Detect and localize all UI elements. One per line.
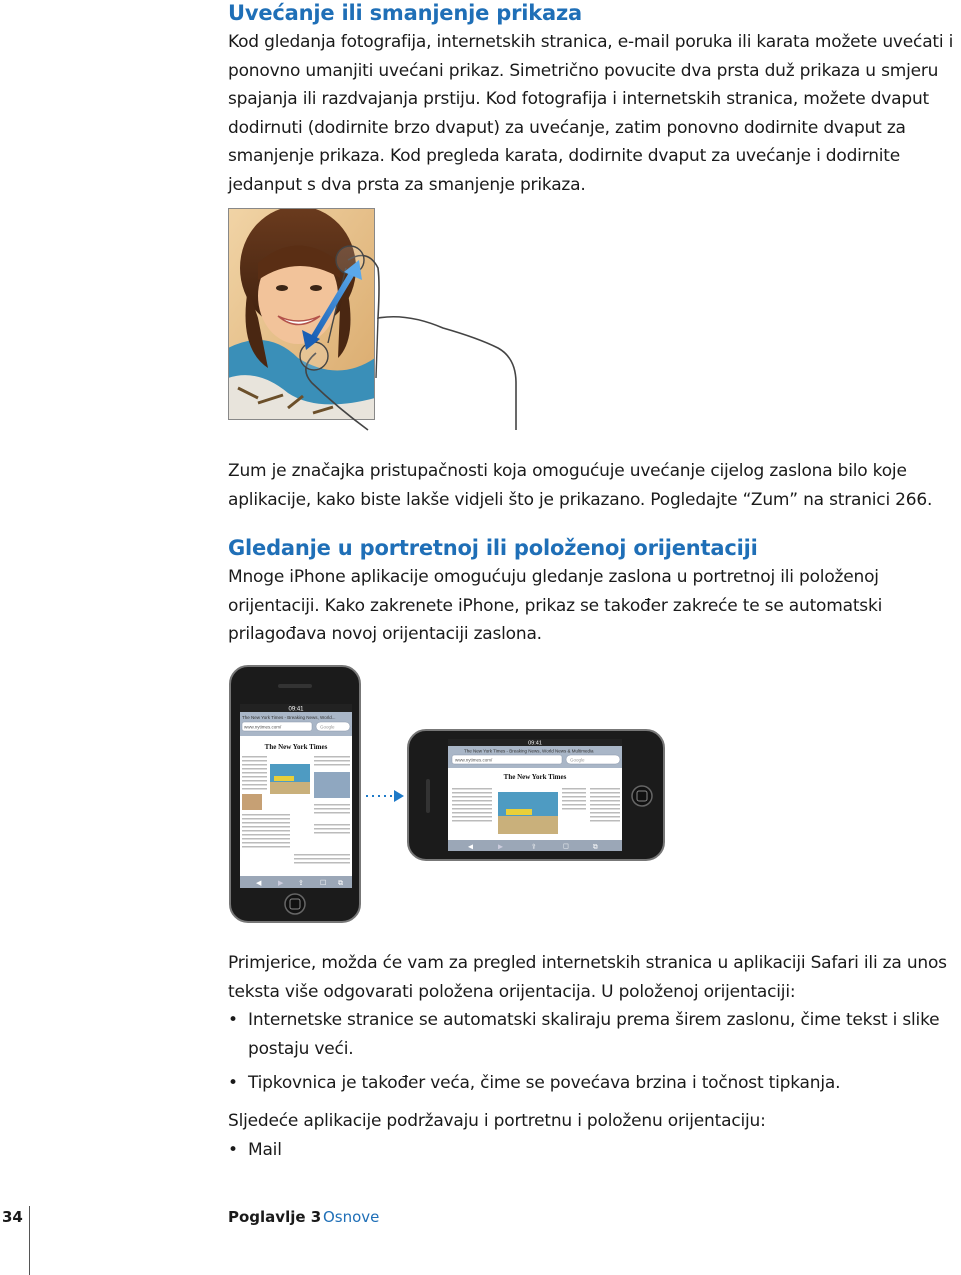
pinch-zoom-illustration (228, 208, 528, 436)
svg-text:⇪: ⇪ (531, 843, 537, 851)
zoom-paragraph: Kod gledanja fotografija, internetskih stranica, e-mail poruka ili karata možete uvećati i ponovno umanjiti uvećani prikaz. Simetrično povucite dva prsta duž prikaza u smjeru spajanja ili razdvajanja prstiju. Kod fotografija i internetskih stranica, možete dvaput dodirnuti (dodirnite brzo dvaput) za uvećanje, zatim ponovno dodirnite dvaput za smanjenje prikaza. Kod pregleda karata, dodirnite dvaput za uvećanje i dodirnite jedanput s dva prsta za smanjenje prikaza. (228, 32, 954, 195)
landscape-url: www.nytimes.com/ (455, 757, 493, 763)
landscape-masthead: The New York Times (503, 773, 567, 781)
landscape-benefits-list (228, 1006, 961, 1098)
svg-text:☐: ☐ (320, 880, 327, 887)
supported-apps-list (228, 1136, 961, 1165)
rotation-arrow-icon (366, 790, 404, 802)
landscape-search: Google (570, 757, 585, 763)
footer-section-link[interactable]: Osnove (323, 1208, 380, 1226)
portrait-masthead: The New York Times (264, 743, 328, 751)
svg-text:⇪: ⇪ (298, 880, 304, 887)
orientation-illustration (228, 664, 668, 926)
page-number: 34 (2, 1208, 23, 1226)
list-item: • Tipkovnica je također veća, čime se povećava brzina i točnost tipkanja. (228, 1073, 841, 1093)
footer-divider (29, 1206, 30, 1275)
orientation-paragraph: Mnoge iPhone aplikacije omogućuju gledanje zaslona u portretnoj ili položenoj orijentaciji. Kako zakrenete iPhone, prikaz se također zakreće te se automatski prilagođava novoj orijentaciji zaslona. (228, 567, 883, 644)
portrait-photo (228, 208, 375, 420)
list-item: • Internetske stranice se automatski skaliraju prema širem zaslonu, čime tekst i slike postaju veći. (228, 1010, 940, 1059)
landscape-page-title: The New York Times - Breaking News, World News & Multimedia (464, 748, 594, 754)
svg-text:☐: ☐ (563, 843, 569, 851)
portrait-page-title: The New York Times - Breaking News, World... (242, 715, 336, 720)
svg-text:⧉: ⧉ (593, 843, 598, 851)
list-item: • Mail (228, 1140, 282, 1160)
landscape-example-paragraph: Primjerice, možda će vam za pregled internetskih stranica u aplikaciji Safari ili za unos teksta više odgovarati položena orijentacija. U položenoj orijentaciji: (228, 953, 947, 1002)
zoom-accessibility-note: Zum je značajka pristupačnosti koja omogućuje uvećanje cijelog zaslona bilo koje aplikacije, kako biste lakše vidjeli što je prikazano. Pogledajte “Zum” na stranici 266. (228, 461, 933, 510)
svg-text:◀: ◀ (468, 843, 473, 851)
supported-apps-intro: Sljedeće aplikacije podržavaju i portretnu i položenu orijentaciju: (228, 1111, 766, 1131)
landscape-status-time: 09:41 (528, 740, 542, 747)
footer-chapter: Poglavlje 3 (228, 1208, 322, 1226)
svg-text:⧉: ⧉ (338, 880, 343, 887)
svg-text:◀: ◀ (256, 880, 262, 887)
section-heading-zoom: Uvećanje ili smanjenje prikaza (228, 1, 582, 25)
status-time: 09:41 (288, 706, 304, 713)
portrait-search: Google (320, 724, 335, 730)
section-heading-orientation: Gledanje u portretnoj ili položenoj orijentaciji (228, 536, 758, 560)
svg-text:▶: ▶ (498, 843, 503, 851)
iphone-portrait (230, 666, 360, 922)
iphone-landscape (408, 730, 664, 860)
svg-text:▶: ▶ (278, 880, 284, 887)
portrait-url: www.nytimes.com/ (244, 724, 282, 730)
